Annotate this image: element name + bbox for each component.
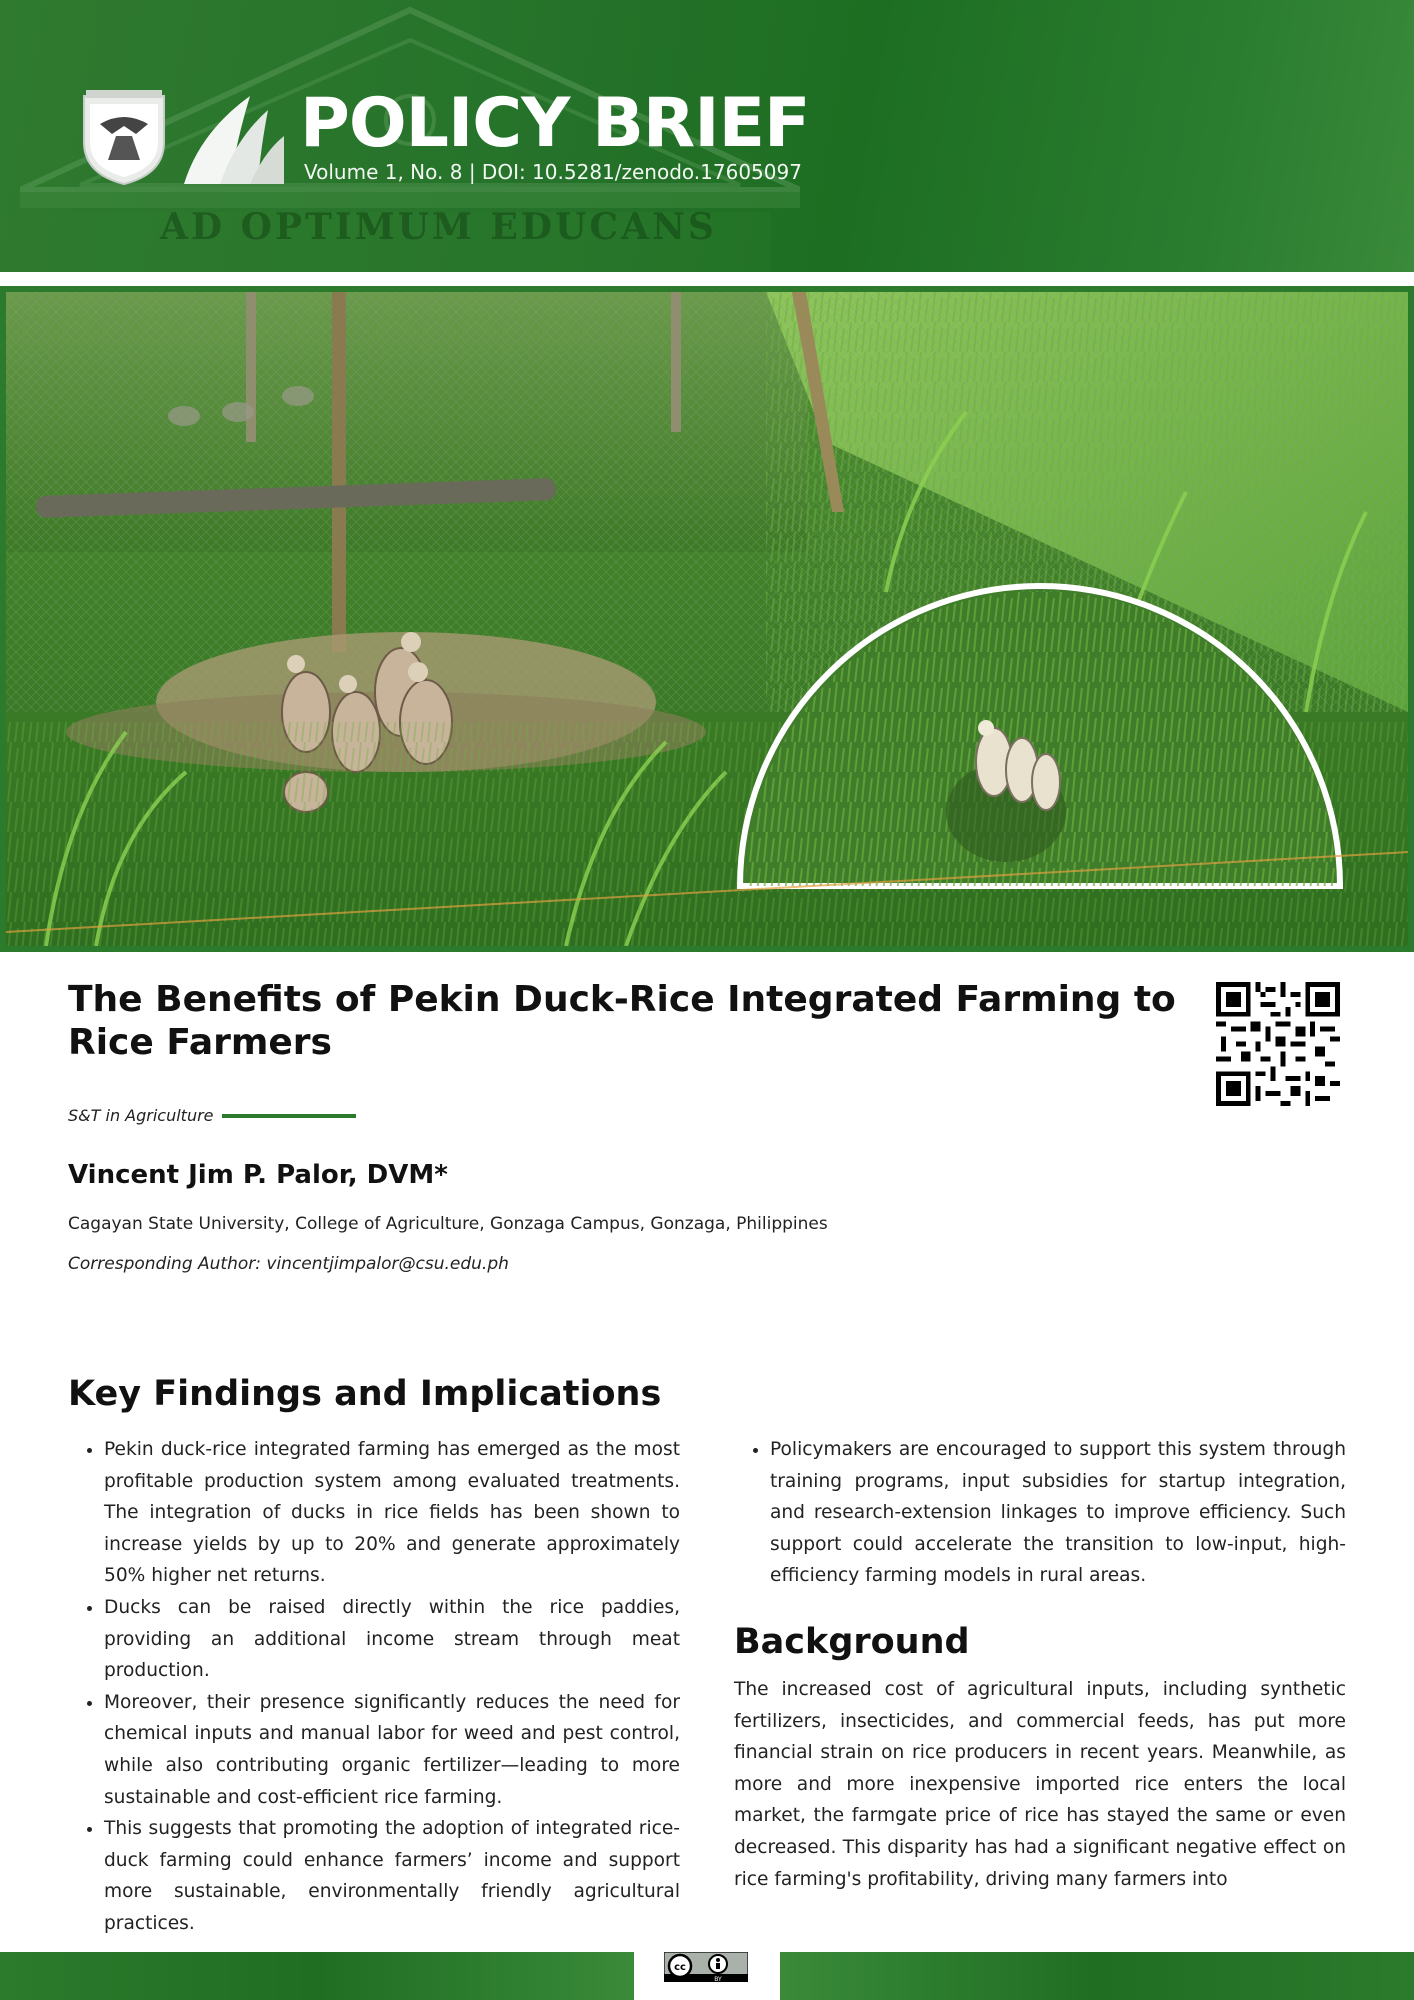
category-label: S&T in Agriculture [68, 1106, 214, 1125]
photo-illustration [6, 292, 1408, 946]
list-item: • Moreover, their presence significantly reduces the need for chemical inputs and manual labor for weed and pest control, while also contributing organic fertilizer—leading to more sustainable and cost-efficient rice farming. [104, 1687, 680, 1813]
category-rule [222, 1114, 356, 1118]
background-paragraph: The increased cost of agricultural inputs, including synthetic fertilizers, insecticides, and commercial feeds, has put more financial strain on rice producers in recent years. Meanwhile, as more and more inexpensive imported rice enters the local market, the farmgate price of rice has stayed the same or even decreased. This disparity has had a significant negative effect on rice farming's profitability, driving many farmers into [734, 1678, 1346, 1890]
university-motto: AD OPTIMUM EDUCANS [160, 206, 717, 248]
qr-code-icon[interactable] [1216, 982, 1340, 1106]
footer-bar-right [780, 1952, 1414, 2000]
left-column [68, 1434, 680, 1940]
brief-title: POLICY BRIEF [300, 84, 810, 163]
author-affiliation: Cagayan State University, College of Agriculture, Gonzaga Campus, Gonzaga, Philippines [68, 1214, 828, 1234]
svg-text:cc: cc [674, 1962, 686, 1973]
footer-bar-left [0, 1952, 634, 2000]
key-findings-heading: Key Findings and Implications [68, 1374, 662, 1414]
university-seal-icon [76, 90, 172, 186]
list-item: • Ducks can be raised directly within the rice paddies, providing an additional income stream through meat production. [104, 1592, 680, 1687]
category-tag [68, 1106, 356, 1125]
volume-doi-line: Volume 1, No. 8 | DOI: 10.5281/zenodo.17605097 [304, 160, 802, 184]
wing-logo-icon [180, 92, 290, 188]
corresponding-author: Corresponding Author: vincentjimpalor@csu.edu.ph [68, 1254, 509, 1274]
right-column [734, 1434, 1346, 1895]
license-label: BY [714, 1976, 722, 1982]
article-title: The Benefits of Pekin Duck-Rice Integrated Farming to Rice Farmers [68, 979, 1176, 1063]
list-item: • Pekin duck-rice integrated farming has emerged as the most profitable production system among evaluated treatments. The integration of ducks in rice fields has been shown to increase yields by up to 20% and generate approximately 50% higher net returns. [104, 1434, 680, 1592]
background-heading: Background [734, 1621, 970, 1662]
key-findings-list-left [68, 1434, 680, 1940]
policy-brief-header [0, 0, 1414, 272]
list-item: • This suggests that promoting the adoption of integrated rice-duck farming could enhance farmers’ income and support more sustainable, environmentally friendly agricultural practices. [104, 1813, 680, 1939]
duck-rice-field-photo [0, 286, 1414, 952]
author-name: Vincent Jim P. Palor, DVM* [68, 1160, 448, 1190]
cc-by-license-icon[interactable] [664, 1952, 748, 1982]
key-findings-list-right [734, 1434, 1346, 1592]
list-item: • Policymakers are encouraged to support this system through training programs, input subsidies for startup integration, and research-extension linkages to improve efficiency. Such support could accelerate the transition to low-input, high-efficiency farming models in rural areas. [770, 1434, 1346, 1592]
